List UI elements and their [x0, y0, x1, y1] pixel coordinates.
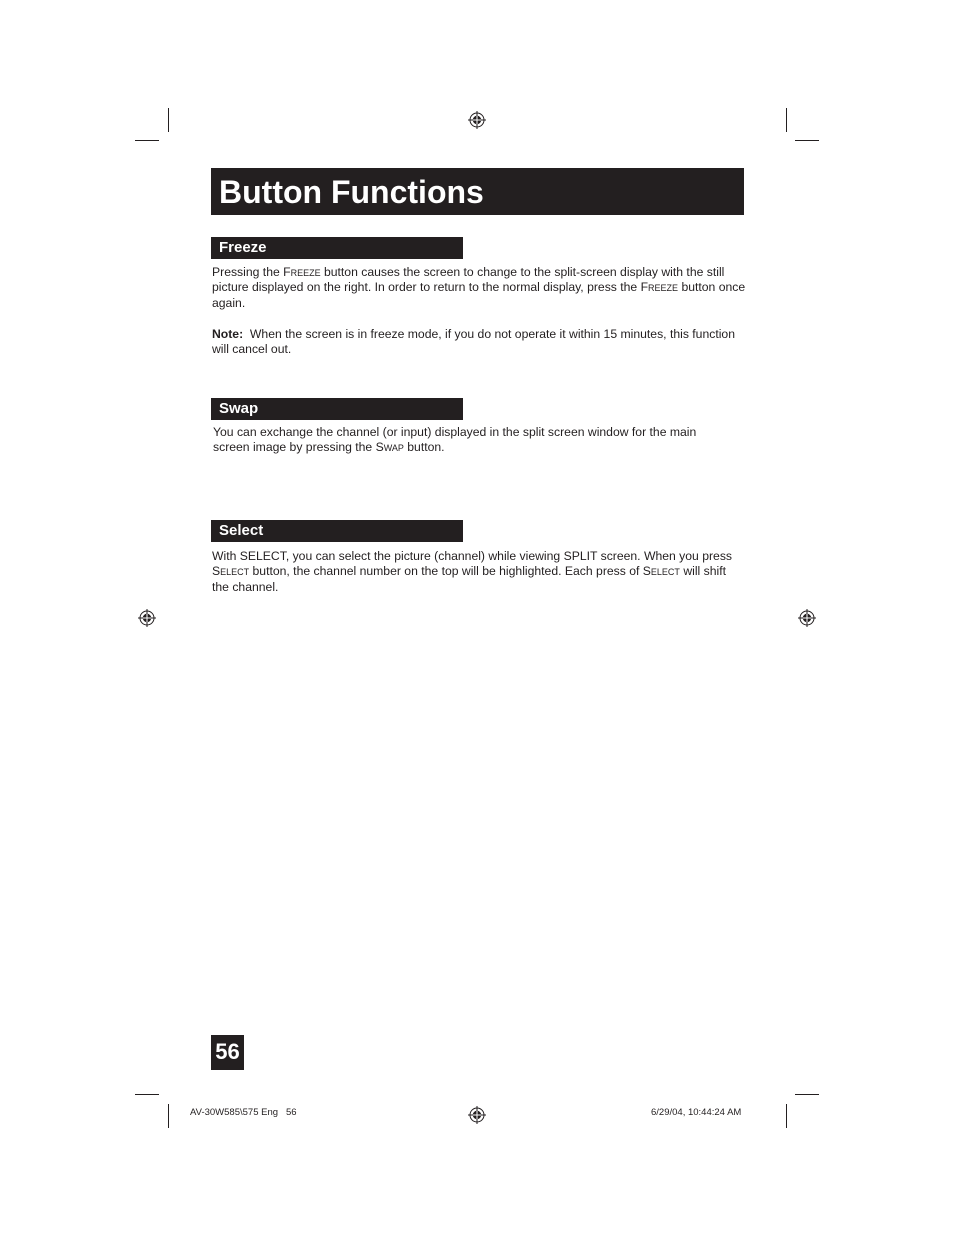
- text-run: button causes the screen to change to the split-screen display with the still picture displayed on the right. In order to return to the normal display, press the: [212, 265, 725, 295]
- section-heading-bar-select: [211, 520, 463, 542]
- text-run: You can exchange the channel (or input) displayed in the split screen window for the main screen image by pressing the: [213, 425, 697, 455]
- print-timestamp: 6/29/04, 10:44:24 AM: [651, 1107, 742, 1118]
- crop-mark-top-left-horizontal: [135, 140, 159, 141]
- crop-mark-top-right-vertical: [786, 108, 787, 132]
- section-heading-bar-freeze: [211, 237, 463, 259]
- swap-button-term: Swap: [375, 440, 404, 455]
- crop-mark-top-right-horizontal: [795, 140, 819, 141]
- text-run: button.: [403, 440, 445, 455]
- text-run: When the screen is in freeze mode, if you do not operate it within 15 minutes, this function will cancel out.: [212, 327, 739, 357]
- crop-mark-top-left-vertical: [168, 108, 169, 132]
- page-number: 56: [215, 1039, 240, 1064]
- section-heading-freeze: Freeze: [219, 239, 267, 256]
- section-heading-bar-swap: [211, 398, 463, 420]
- crop-mark-bottom-left-vertical: [168, 1104, 169, 1128]
- text-run: button once again.: [212, 280, 746, 310]
- page-number-box: [211, 1035, 244, 1070]
- section-heading-swap: Swap: [219, 400, 259, 417]
- file-slug: AV-30W585\575 Eng 56: [190, 1107, 297, 1118]
- freeze-button-term: Freeze: [283, 265, 321, 279]
- registration-target-icon: [798, 609, 816, 627]
- text-run: Pressing the: [212, 265, 284, 279]
- registration-target-icon: [468, 1106, 486, 1124]
- swap-description: [213, 425, 733, 456]
- freeze-description: [212, 265, 747, 311]
- crop-mark-bottom-right-vertical: [786, 1104, 787, 1128]
- crop-mark-bottom-right-horizontal: [795, 1094, 819, 1095]
- freeze-button-term: Freeze: [640, 280, 679, 295]
- registration-target-icon: [468, 111, 486, 129]
- select-button-term: Select: [212, 564, 250, 579]
- page-title-bar: [211, 168, 744, 215]
- registration-target-icon: [138, 609, 156, 627]
- crop-mark-bottom-left-horizontal: [135, 1094, 159, 1095]
- text-run: button, the channel number on the top will be highlighted. Each press of: [249, 564, 643, 579]
- page-title: Button Functions: [219, 174, 484, 210]
- text-run: With SELECT, you can select the picture (channel) while viewing SPLIT screen. When you press: [212, 549, 733, 563]
- freeze-note: [212, 327, 747, 358]
- section-heading-select: Select: [219, 522, 264, 539]
- select-button-term: Select: [642, 564, 680, 579]
- select-description: [212, 549, 742, 595]
- text-run: will shift the channel.: [212, 564, 726, 594]
- note-label: Note:: [212, 327, 244, 341]
